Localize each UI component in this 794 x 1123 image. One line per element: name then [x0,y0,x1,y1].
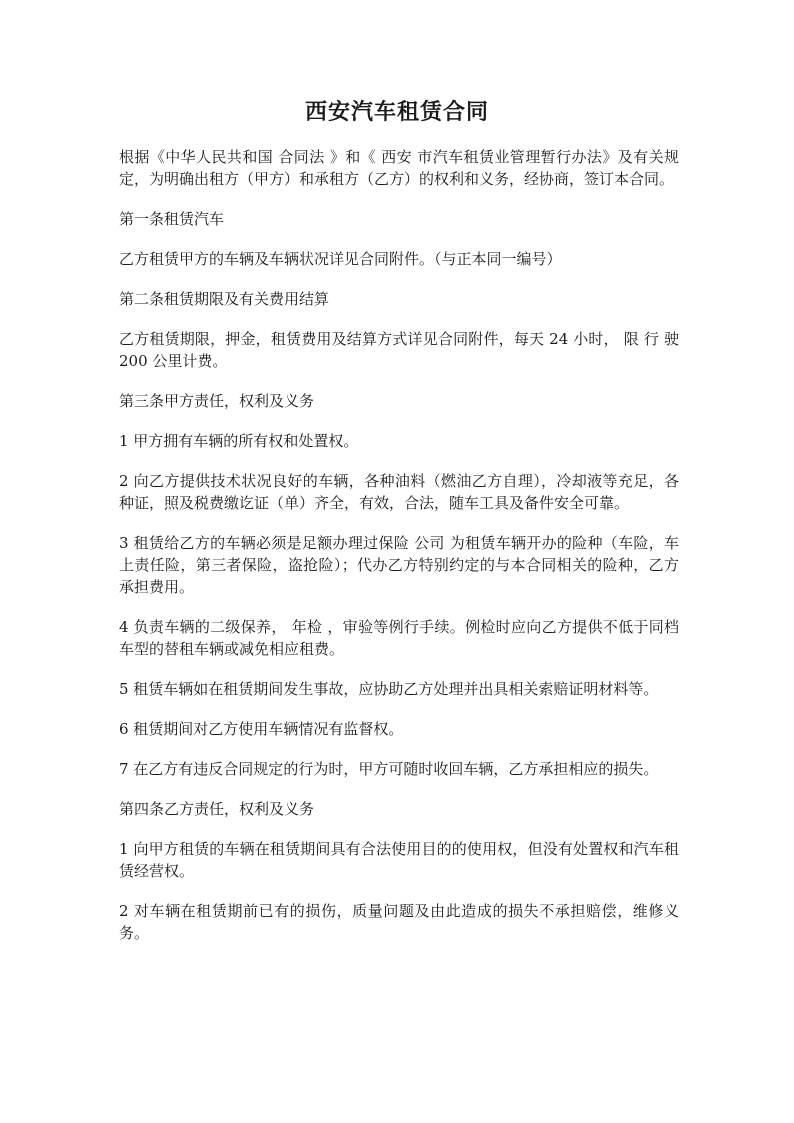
article-2-text: 乙方租赁期限，押金，租赁费用及结算方式详见合同附件，每天 24 小时， 限 行 驶 200 公里计费。 [119,330,679,370]
article-1-heading: 第一条租赁汽车 [119,210,225,228]
article-2-heading: 第二条租赁期限及有关费用结算 [119,290,330,308]
document-title: 西安汽车租赁合同 [304,99,489,125]
article-3-item-3: 3 租赁给乙方的车辆必须是足额办理过保险 公司 为租赁车辆开办的险种（车险，车上责任险，第三者保险，盗抢险）；代办乙方特别约定的与本合同相关的险种，乙方承担费用。 [119,534,679,596]
article-3-item-4: 4 负责车辆的二级保养， 年检 ，审验等例行手续。例检时应向乙方提供不低于同档车型的替租车辆或减免相应租费。 [119,618,679,658]
article-3-heading: 第三条甲方责任，权利及义务 [119,392,315,410]
preamble-paragraph: 根据《中华人民共和国 合同法 》和《 西安 市汽车租赁业管理暂行办法》及有关规定，为明确出租方（甲方）和承租方（乙方）的权利和义务，经协商，签订本合同。 [119,148,679,188]
article-4-item-1: 1 向甲方租赁的车辆在租赁期间具有合法使用目的的使用权，但没有处置权和汽车租赁经营权。 [119,840,679,880]
article-3-item-2: 2 向乙方提供技术状况良好的车辆，各种油料（燃油乙方自理），冷却液等充足，各种证，照及税费缴讫证（单）齐全，有效，合法，随车工具及备件安全可靠。 [119,472,679,512]
document-body [119,146,679,962]
article-3-item-6: 6 租赁期间对乙方使用车辆情况有监督权。 [119,720,404,738]
article-3-item-7: 7 在乙方有违反合同规定的行为时，甲方可随时收回车辆，乙方承担相应的损失。 [119,760,659,778]
article-1-text: 乙方租赁甲方的车辆及车辆状况详见合同附件。（与正本同一编号） [119,250,562,268]
article-3-item-5: 5 租赁车辆如在租赁期间发生事故，应协助乙方处理并出具相关索赔证明材料等。 [119,680,659,698]
article-4-heading: 第四条乙方责任，权利及义务 [119,800,315,818]
article-4-item-2: 2 对车辆在租赁期前已有的损伤，质量问题及由此造成的损失不承担赔偿，维修义务。 [119,902,679,942]
article-3-item-1: 1 甲方拥有车辆的所有权和处置权。 [119,432,359,450]
